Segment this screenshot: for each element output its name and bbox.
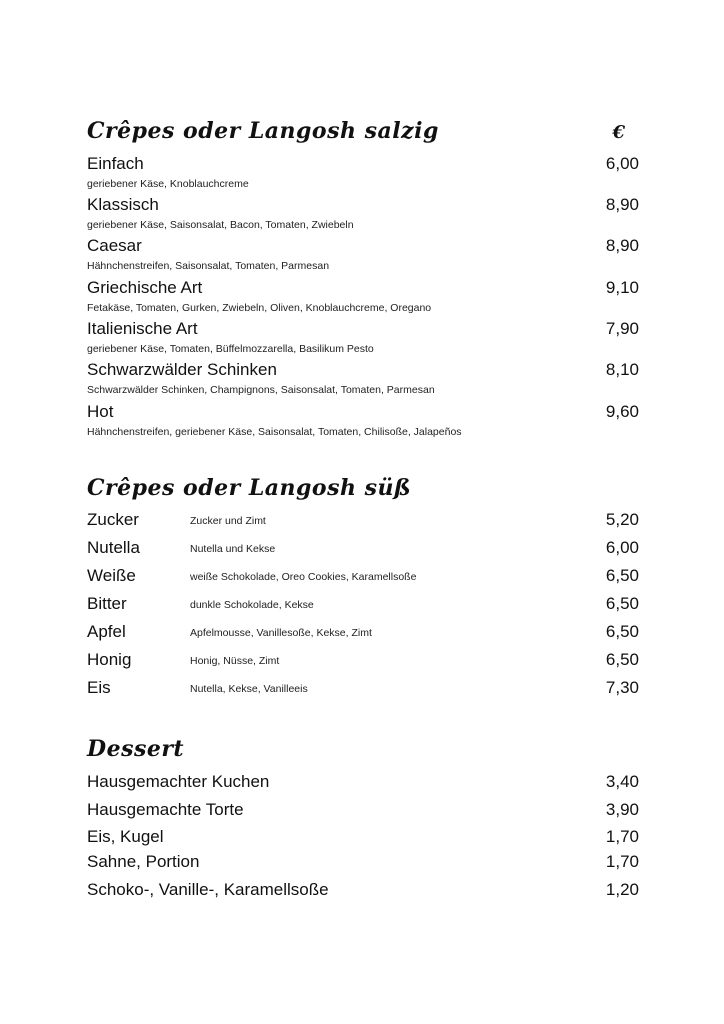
sweet-section-title: Crêpes oder Langosh süß xyxy=(87,475,412,501)
item-price: 6,50 xyxy=(605,622,639,641)
item-price: 8,90 xyxy=(605,195,639,214)
item-description: geriebener Käse, Saisonsalat, Bacon, Tomaten, Zwiebeln xyxy=(87,219,354,231)
item-name: Hot xyxy=(87,402,114,421)
item-price: 6,00 xyxy=(605,538,639,557)
menu-item xyxy=(87,402,639,442)
item-price: 1,20 xyxy=(605,880,639,899)
menu-item xyxy=(87,650,639,674)
item-description: geriebener Käse, Tomaten, Büffelmozzarella, Basilikum Pesto xyxy=(87,343,374,355)
item-name: Nutella xyxy=(87,538,140,557)
item-price: 8,10 xyxy=(605,360,639,379)
item-description: Honig, Nüsse, Zimt xyxy=(190,655,280,667)
item-price: 6,50 xyxy=(605,650,639,669)
menu-item xyxy=(87,236,639,276)
item-name: Hausgemachter Kuchen xyxy=(87,772,270,791)
item-name: Zucker xyxy=(87,510,139,529)
item-price: 6,50 xyxy=(605,566,639,585)
menu-item xyxy=(87,510,639,534)
menu-item xyxy=(87,538,639,562)
item-price: 5,20 xyxy=(605,510,639,529)
item-description: Fetakäse, Tomaten, Gurken, Zwiebeln, Oliven, Knoblauchcreme, Oregano xyxy=(87,302,432,314)
menu-item xyxy=(87,278,639,318)
item-description: Nutella und Kekse xyxy=(190,543,276,555)
item-name: Einfach xyxy=(87,154,144,173)
menu-item xyxy=(87,880,639,904)
item-description: weiße Schokolade, Oreo Cookies, Karamellsoße xyxy=(190,571,417,583)
item-price: 3,40 xyxy=(605,772,639,791)
item-name: Eis xyxy=(87,678,111,697)
menu-item xyxy=(87,852,639,876)
item-description: Hähnchenstreifen, Saisonsalat, Tomaten, Parmesan xyxy=(87,260,330,272)
item-name: Sahne, Portion xyxy=(87,852,200,871)
currency-header: € xyxy=(612,122,625,143)
item-name: Hausgemachte Torte xyxy=(87,800,244,819)
item-description: Apfelmousse, Vanillesoße, Kekse, Zimt xyxy=(190,627,372,639)
item-price: 6,00 xyxy=(605,154,639,173)
item-name: Bitter xyxy=(87,594,127,613)
item-price: 3,90 xyxy=(605,800,639,819)
item-price: 1,70 xyxy=(605,827,639,846)
item-price: 9,60 xyxy=(605,402,639,421)
menu-item xyxy=(87,360,639,400)
item-name: Weiße xyxy=(87,566,136,585)
item-name: Schoko-, Vanille-, Karamellsoße xyxy=(87,880,329,899)
item-name: Honig xyxy=(87,650,132,669)
menu-item xyxy=(87,154,639,194)
menu-item xyxy=(87,195,639,235)
item-name: Italienische Art xyxy=(87,319,198,338)
menu-item xyxy=(87,772,639,796)
item-description: Nutella, Kekse, Vanilleeis xyxy=(190,683,308,695)
item-price: 1,70 xyxy=(605,852,639,871)
item-description: geriebener Käse, Knoblauchcreme xyxy=(87,178,249,190)
item-name: Schwarzwälder Schinken xyxy=(87,360,277,379)
menu-item xyxy=(87,622,639,646)
item-description: Schwarzwälder Schinken, Champignons, Saisonsalat, Tomaten, Parmesan xyxy=(87,384,435,396)
item-name: Caesar xyxy=(87,236,142,255)
item-price: 8,90 xyxy=(605,236,639,255)
item-name: Klassisch xyxy=(87,195,159,214)
menu-item xyxy=(87,566,639,590)
menu-item xyxy=(87,678,639,702)
dessert-section-title: Dessert xyxy=(87,736,185,762)
item-name: Griechische Art xyxy=(87,278,203,297)
item-price: 7,30 xyxy=(605,678,639,697)
item-description: Hähnchenstreifen, geriebener Käse, Saisonsalat, Tomaten, Chilisoße, Jalapeños xyxy=(87,426,462,438)
item-price: 6,50 xyxy=(605,594,639,613)
menu-item xyxy=(87,594,639,618)
item-price: 7,90 xyxy=(605,319,639,338)
savory-section-title: Crêpes oder Langosh salzig xyxy=(87,118,439,144)
menu-item xyxy=(87,800,639,824)
item-name: Apfel xyxy=(87,622,126,641)
item-description: Zucker und Zimt xyxy=(190,515,266,527)
menu-page xyxy=(87,0,639,1024)
item-name: Eis, Kugel xyxy=(87,827,164,846)
menu-item xyxy=(87,827,639,851)
item-description: dunkle Schokolade, Kekse xyxy=(190,599,314,611)
menu-item xyxy=(87,319,639,359)
item-price: 9,10 xyxy=(605,278,639,297)
